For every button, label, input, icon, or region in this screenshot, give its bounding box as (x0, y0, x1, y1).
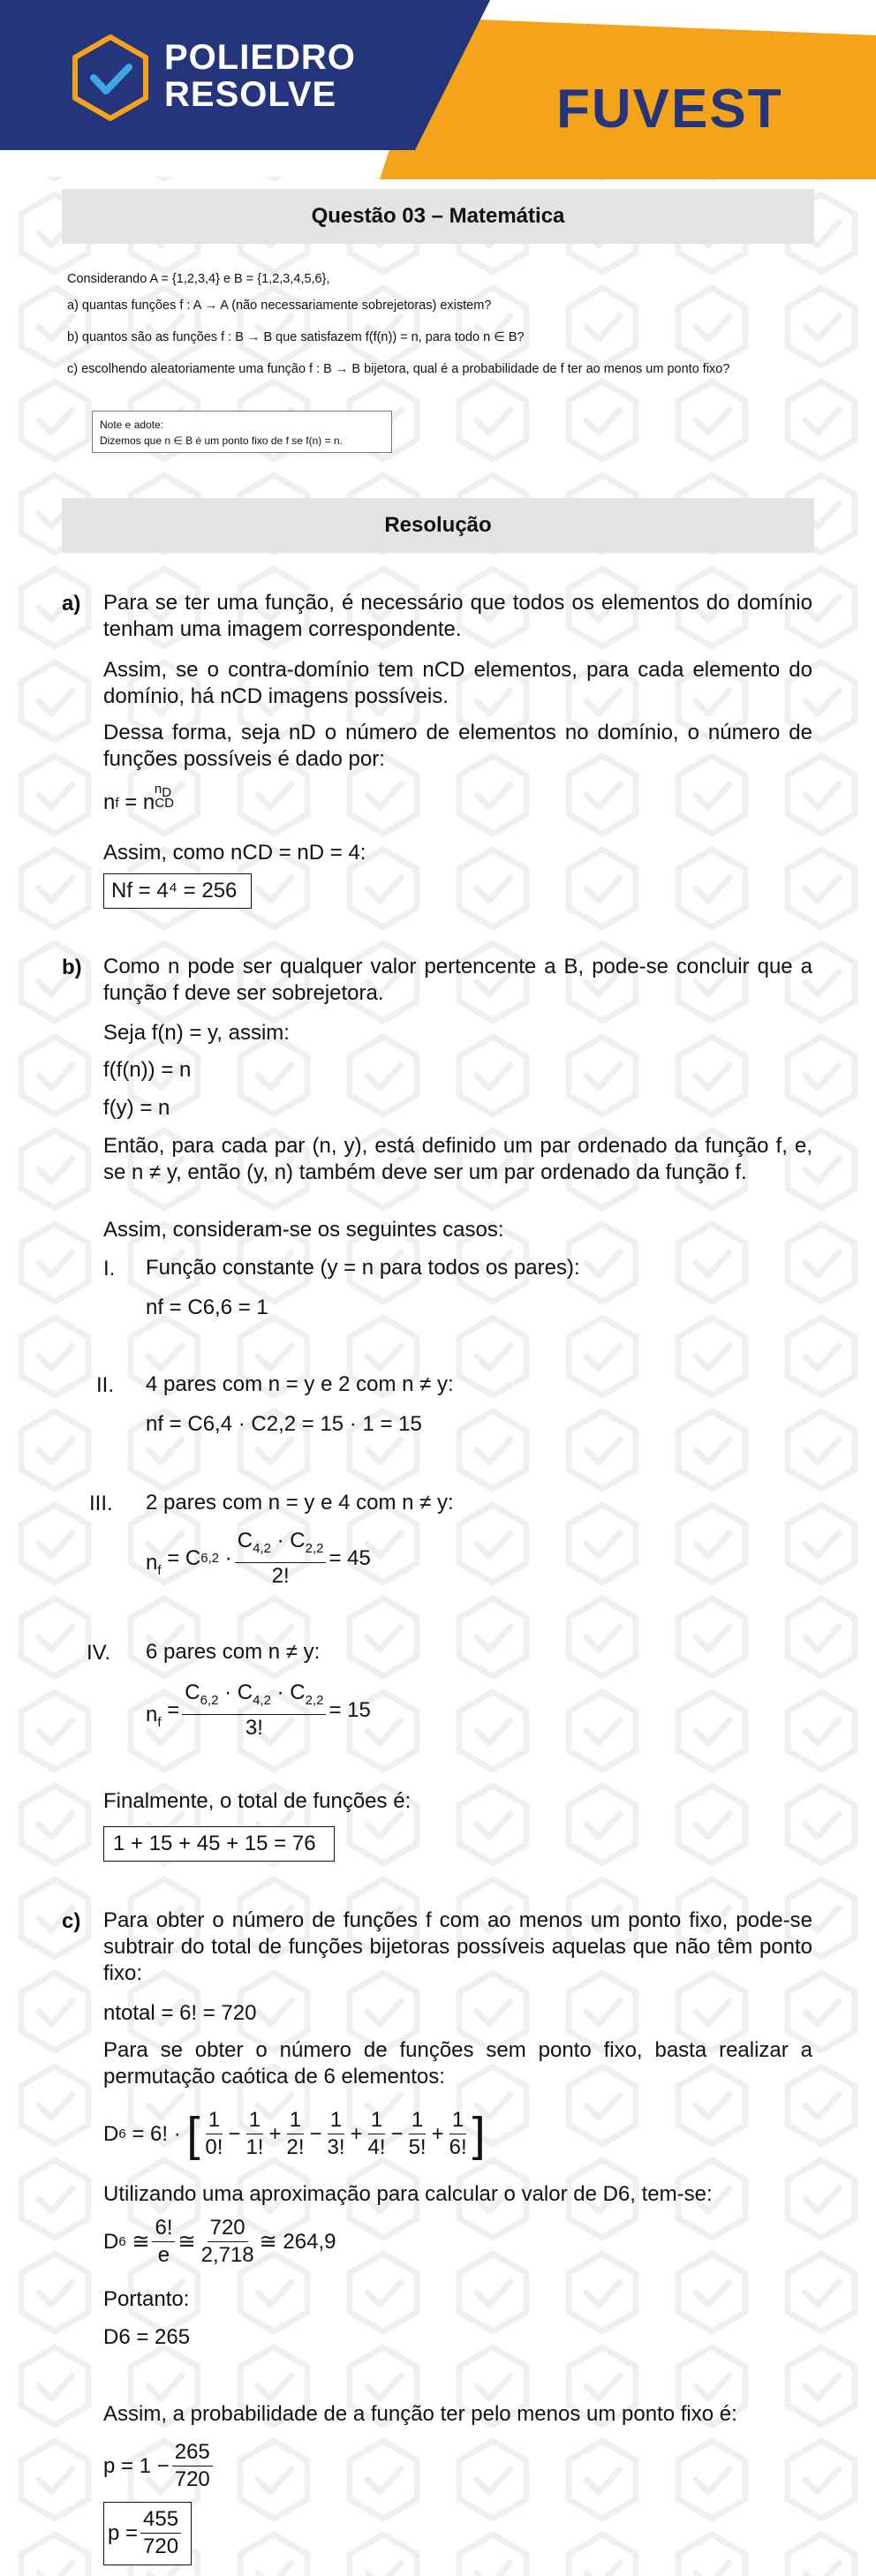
part-b-p4: f(y) = n (103, 1096, 170, 1120)
question-title: Questão 03 – Matemática (62, 189, 814, 244)
case-1-eq: nf = C6,6 = 1 (146, 1296, 268, 1319)
part-a-result: Nf = 4⁴ = 256 (111, 879, 238, 903)
approx-value: ≅ 264,9 (259, 2230, 336, 2254)
case-1-text: Função constante (y = n para todos os pares): (146, 1256, 580, 1280)
probability-result: p = $\frac{455}{720}$ (108, 2506, 184, 2560)
case-4-fraction: $\frac{C_{6,2} \cdot C_{4,2} \cdot C_{2,2}}{3!}$ (182, 1680, 326, 1741)
case-2-num: II. (96, 1373, 115, 1397)
case-4-text: 6 pares com n ≠ y: (146, 1640, 321, 1664)
question-intro: Considerando A = {1,2,3,4} e B = {1,2,3,4,5,6}, (67, 272, 330, 286)
case-3-formula: $n_f$ = C $^{6,2}$ · $\frac{C_{4,2} \cdot C_{2,2}}{2!}$ = 45 (146, 1529, 371, 1588)
part-a-p4: Assim, como nCD = nD = 4: (103, 841, 366, 865)
part-a-label: a) (62, 592, 81, 616)
derangement-formula: D 6 = 6! · [ $\frac{1}{0!}$ − $\frac{1}{1!}$ + $\frac{1}{2!}$ − $\frac{1}{3!}$ + $\frac{1}{4!}$ − $\frac{1}{5!}$ + $\frac{1}{6!}$ ] (103, 2107, 486, 2161)
part-a-p1: Para se ter uma função, é necessário que todos os elementos do domínio tenham uma imagem correspondente. (103, 591, 812, 641)
case-4-num: IV. (87, 1641, 111, 1665)
note-box (92, 411, 392, 453)
case-3-text: 2 pares com n = y e 4 com n ≠ y: (146, 1491, 454, 1515)
part-c-p2: ntotal = 6! = 720 (103, 2001, 257, 2025)
case-3-num: III. (89, 1492, 113, 1515)
part-b-p5: Então, para cada par (n, y), está definido um par ordenado da função f, e, se n ≠ y, então (y, n) também deve ser um par ordenado da função f. (103, 1134, 812, 1184)
exam-title: FUVEST (556, 79, 783, 140)
part-b-p7: Finalmente, o total de funções é: (103, 1789, 412, 1813)
part-c-p1: Para obter o número de funções f com ao menos um ponto fixo, pode-se subtrair do total de funções bijetoras possíveis aquelas que não têm ponto fixo: (103, 1908, 812, 1985)
part-b-p1: Como n pode ser qualquer valor pertencente a B, pode-se concluir que a função f deve ser sobrejetora. (103, 955, 812, 1005)
case-4-formula: $n_f$ = $\frac{C_{6,2} \cdot C_{4,2} \cdot C_{2,2}}{3!}$ = 15 (146, 1681, 371, 1740)
case-2-eq: nf = C6,4 · C2,2 = 15 · 1 = 15 (146, 1412, 422, 1436)
part-c-p7: Assim, a probabilidade de a função ter pelo menos um ponto fixo é: (103, 2402, 737, 2426)
note-text: Dizemos que n ∈ B é um ponto fixo de f se f(n) = n. (100, 434, 343, 447)
part-b-result-box (103, 1826, 335, 1862)
note-title: Note e adote: (100, 419, 164, 431)
approx-formula: D 6 ≅ $\frac{6!}{e}$ ≅ $\frac{720}{2,718}$ ≅ 264,9 (103, 2216, 336, 2267)
brand-line2: RESOLVE (164, 75, 337, 114)
probability-formula: p = 1 − $\frac{265}{720}$ (103, 2439, 215, 2493)
question-item-b: b) quantos são as funções f : B → B que satisfazem f(f(n)) = n, para todo n ∈ B? (67, 330, 525, 344)
case-4-eq: = 15 (328, 1697, 371, 1722)
part-c-p6: D6 = 265 (103, 2325, 191, 2349)
case-2-text: 4 pares com n = y e 2 com n ≠ y: (146, 1372, 454, 1396)
part-c-p5: Portanto: (103, 2287, 190, 2311)
case-1-num: I. (103, 1257, 116, 1280)
resolution-title: Resolução (62, 498, 814, 553)
part-c-p4: Utilizando uma aproximação para calcular o valor de D6, tem-se: (103, 2182, 713, 2206)
part-b-p2: Seja f(n) = y, assim: (103, 1021, 290, 1045)
part-a-formula: n f = n CD $^{n_D}$ (103, 781, 174, 814)
question-item-a: a) quantas funções f : A → A (não necessariamente sobrejetoras) existem? (67, 298, 492, 313)
case-3-fraction: $\frac{C_{4,2} \cdot C_{2,2}}{2!}$ (235, 1528, 327, 1590)
part-a-p3: Dessa forma, seja nD o número de elementos no domínio, o número de funções possíveis é dado por: (103, 721, 812, 771)
brand-logo-text (164, 39, 356, 113)
probability-result-box (103, 2502, 192, 2565)
part-c-p3: Para se obter o número de funções sem ponto fixo, basta realizar a permutação caótica de 6 elementos: (103, 2038, 812, 2089)
part-c-label: c) (62, 1909, 81, 1933)
part-b-result: 1 + 15 + 45 + 15 = 76 (113, 1832, 316, 1855)
part-a-p2: Assim, se o contra-domínio tem nCD elementos, para cada elemento do domínio, há nCD imagens possíveis. (103, 658, 812, 708)
part-b-p3: f(f(n)) = n (103, 1058, 192, 1082)
part-b-p6: Assim, consideram-se os seguintes casos: (103, 1218, 504, 1242)
part-b-label: b) (62, 956, 82, 979)
part-a-result-box (103, 873, 252, 909)
case-3-eq: = 45 (328, 1545, 371, 1570)
question-item-c: c) escolhendo aleatoriamente uma função f : B → B bijetora, qual é a probabilidade de f ter ao menos um ponto fixo? (67, 362, 730, 376)
brand-line1: POLIEDRO (164, 38, 356, 77)
